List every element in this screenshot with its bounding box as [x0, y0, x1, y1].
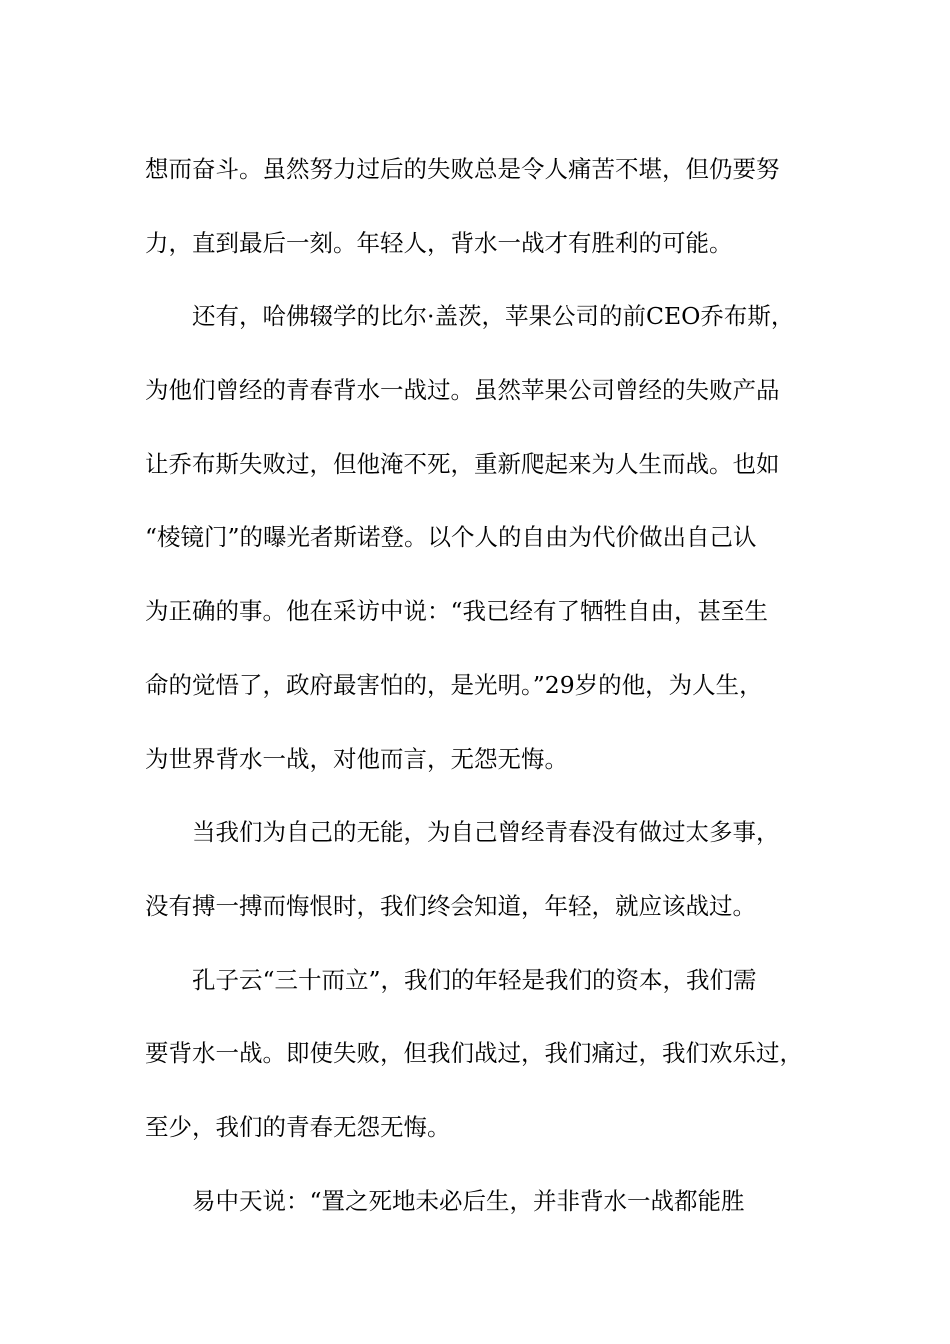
text-line: 命的觉悟了，政府最害怕的，是光明。”29岁的他，为人生， — [145, 670, 763, 699]
text-line: 没有搏一搏而悔恨时，我们终会知道，年轻，就应该战过。 — [145, 891, 756, 920]
text-line: 为他们曾经的青春背水一战过。虽然苹果公司曾经的失败产品 — [145, 376, 780, 405]
text-line: 为世界背水一战，对他而言，无怨无悔。 — [145, 744, 568, 773]
text-line: 为正确的事。他在采访中说：“我已经有了牺牲自由，甚至生 — [145, 597, 769, 626]
body-text — [145, 133, 845, 1238]
text-line: 孔子云“三十而立”，我们的年轻是我们的资本，我们需 — [192, 965, 757, 994]
text-line: 想而奋斗。虽然努力过后的失败总是令人痛苦不堪，但仍要努 — [145, 155, 780, 183]
text-line: 易中天说：“置之死地未必后生，并非背水一战都能胜 — [192, 1186, 745, 1215]
text-line: 还有，哈佛辍学的比尔·盖茨，苹果公司的前CEO乔布斯， — [192, 302, 795, 331]
text-line: 让乔布斯失败过，但他淹不死，重新爬起来为人生而战。也如 — [145, 449, 780, 478]
text-line: 至少，我们的青春无怨无悔。 — [145, 1112, 451, 1141]
text-line: 要背水一战。即使失败，但我们战过，我们痛过，我们欢乐过， — [145, 1039, 803, 1068]
text-line: 当我们为自己的无能，为自己曾经青春没有做过太多事， — [192, 818, 780, 847]
text-line: “棱镜门”的曝光者斯诺登。以个人的自由为代价做出自己认 — [145, 523, 757, 552]
text-line: 力，直到最后一刻。年轻人，背水一战才有胜利的可能。 — [145, 228, 733, 257]
